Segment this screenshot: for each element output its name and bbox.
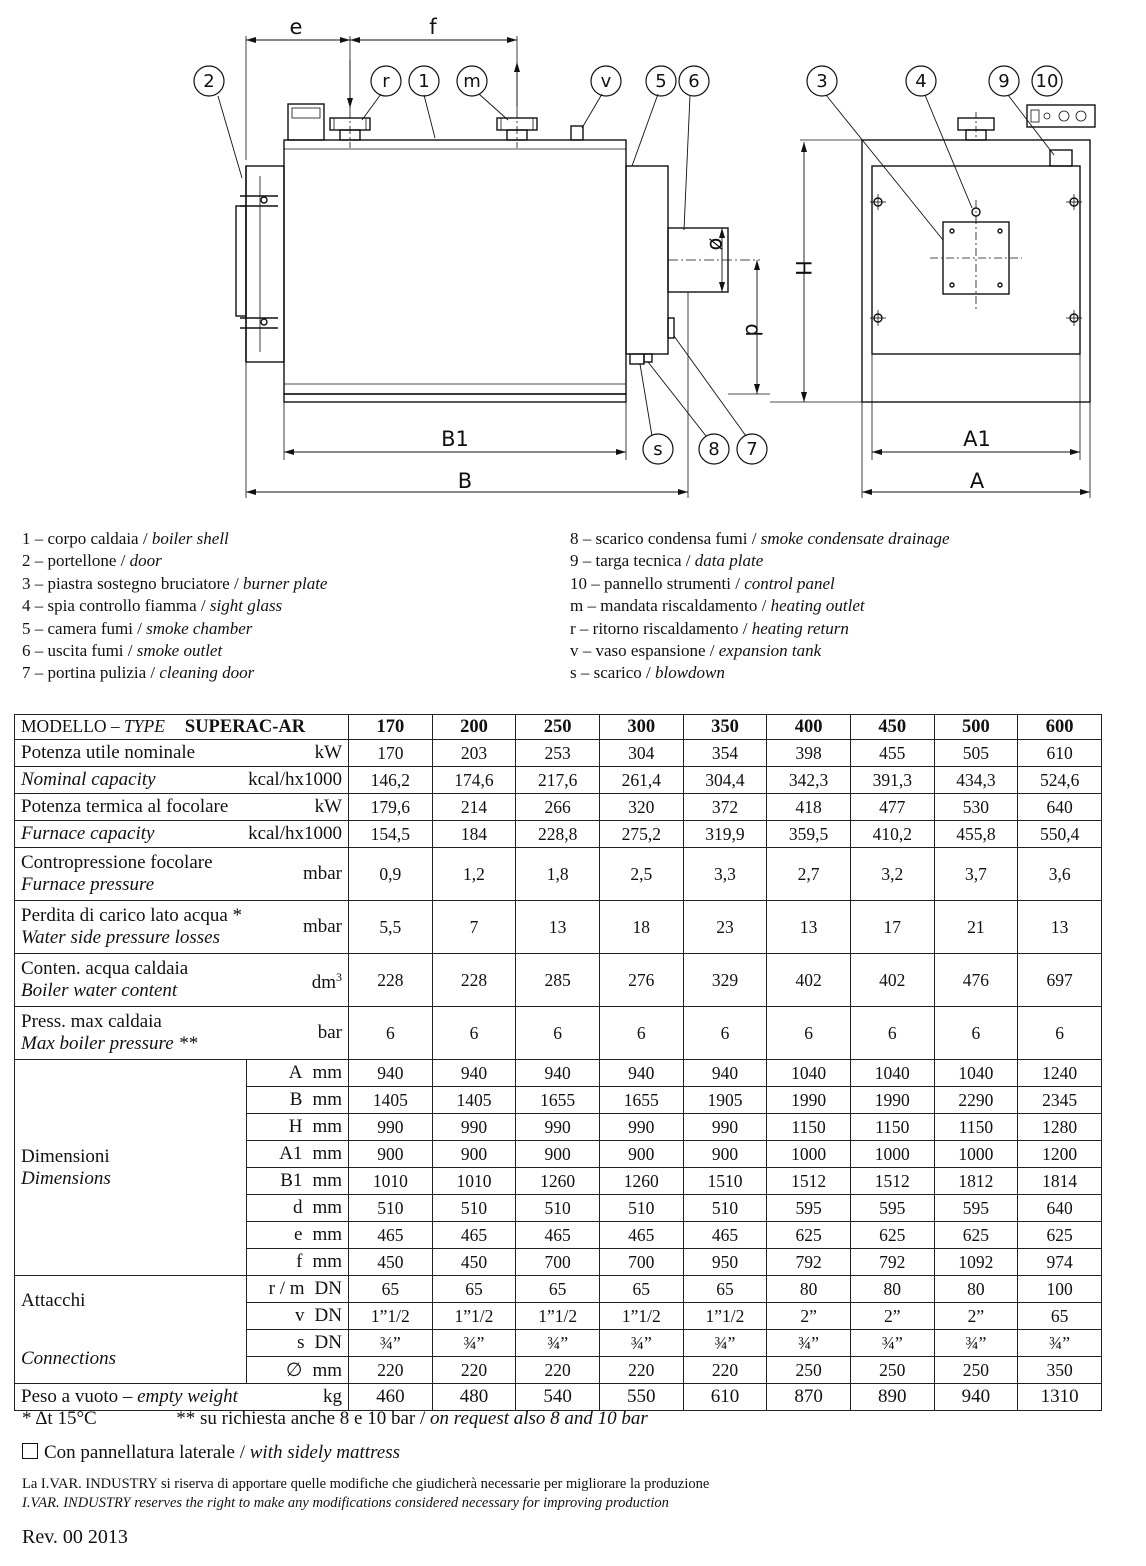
dimensions-group-label: Dimensioni Dimensions (15, 1060, 247, 1276)
value-cell: 2290 (934, 1087, 1018, 1114)
value-cell: 510 (599, 1195, 683, 1222)
value-cell: 65 (1018, 1303, 1102, 1330)
value-cell: 990 (432, 1114, 516, 1141)
max-pressure-row (15, 1007, 1102, 1060)
value-cell: 65 (349, 1276, 433, 1303)
unit-cell: H mm (247, 1114, 349, 1141)
value-cell: 2,7 (767, 848, 851, 901)
smoke-chamber-outline (626, 166, 668, 354)
value-cell: 220 (599, 1357, 683, 1384)
disclaimer-en: I.VAR. INDUSTRY reserves the right to make any modifications considered necessary for improving production (22, 1495, 669, 1511)
value-cell: 990 (683, 1114, 767, 1141)
footnote-pressure (22, 1408, 648, 1430)
value-cell: 1655 (516, 1087, 600, 1114)
value-cell: ¾” (850, 1330, 934, 1357)
value-cell: 2,5 (599, 848, 683, 901)
dim-e-label: e (289, 15, 303, 39)
value-cell: 17 (850, 901, 934, 954)
value-cell: 410,2 (850, 821, 934, 848)
value-cell: 900 (516, 1141, 600, 1168)
value-cell: 398 (767, 740, 851, 767)
value-cell: 450 (432, 1249, 516, 1276)
callout-4: 4 (915, 71, 927, 92)
param-label: Furnace capacity kcal/hx1000 (15, 821, 349, 848)
side-view (218, 36, 866, 498)
value-cell: 1010 (349, 1168, 433, 1195)
param-label: Perdita di carico lato acqua * Water side pressure losses mbar (15, 901, 349, 954)
value-cell: 65 (516, 1276, 600, 1303)
request-note-it: ** su richiesta anche 8 e 10 bar / (176, 1408, 431, 1429)
value-cell: 700 (516, 1249, 600, 1276)
legend-item: 10 – pannello strumenti / control panel (570, 573, 835, 593)
model-header-cell: MODELLO – TYPE SUPERAC-AR (15, 715, 349, 740)
value-cell: 455,8 (934, 821, 1018, 848)
value-cell: 13 (767, 901, 851, 954)
value-cell: ¾” (934, 1330, 1018, 1357)
value-cell: 900 (432, 1141, 516, 1168)
value-cell: 354 (683, 740, 767, 767)
value-cell: 6 (432, 1007, 516, 1060)
unit-cell: A1 mm (247, 1141, 349, 1168)
callout-v: v (600, 71, 612, 92)
callout-3: 3 (816, 71, 828, 92)
value-cell: 6 (683, 1007, 767, 1060)
value-cell: 2” (850, 1303, 934, 1330)
value-cell: 530 (934, 794, 1018, 821)
value-cell: 6 (516, 1007, 600, 1060)
dim-d-label: d (741, 323, 765, 337)
value-cell: 974 (1018, 1249, 1102, 1276)
value-cell: 900 (349, 1141, 433, 1168)
value-cell: 304,4 (683, 767, 767, 794)
unit-cell: f mm (247, 1249, 349, 1276)
value-cell: 174,6 (432, 767, 516, 794)
unit-cell: ∅ mm (247, 1357, 349, 1384)
value-cell: 250 (767, 1357, 851, 1384)
callout-s: s (653, 439, 663, 460)
water-content-row (15, 954, 1102, 1007)
value-cell: 870 (767, 1384, 851, 1411)
value-cell: 253 (516, 740, 600, 767)
value-cell: 65 (432, 1276, 516, 1303)
value-cell: 625 (767, 1222, 851, 1249)
legend-item: 6 – uscita fumi / smoke outlet (22, 641, 223, 661)
legend-item: 4 – spia controllo fiamma / sight glass (22, 596, 283, 616)
callout-1: 1 (418, 71, 430, 92)
value-cell: 3,6 (1018, 848, 1102, 901)
data-plate-outline (1050, 150, 1072, 166)
dim-b-label: B (457, 469, 473, 493)
value-cell: 1990 (767, 1087, 851, 1114)
unit-cell: d mm (247, 1195, 349, 1222)
value-cell: 610 (683, 1384, 767, 1411)
value-cell: 460 (349, 1384, 433, 1411)
value-cell: 465 (432, 1222, 516, 1249)
value-cell: 1040 (767, 1060, 851, 1087)
value-cell: 359,5 (767, 821, 851, 848)
value-cell: ¾” (767, 1330, 851, 1357)
value-cell: 100 (1018, 1276, 1102, 1303)
value-cell: 950 (683, 1249, 767, 1276)
spec-table (14, 714, 1102, 1411)
value-cell: 990 (516, 1114, 600, 1141)
value-cell: 510 (516, 1195, 600, 1222)
legend-item: 5 – camera fumi / smoke chamber (22, 618, 253, 638)
callout-m: m (463, 71, 481, 92)
value-cell: 940 (349, 1060, 433, 1087)
value-cell: 3,3 (683, 848, 767, 901)
value-cell: 146,2 (349, 767, 433, 794)
value-cell: 6 (349, 1007, 433, 1060)
value-cell: 1,2 (432, 848, 516, 901)
value-cell: 320 (599, 794, 683, 821)
value-cell: 276 (599, 954, 683, 1007)
value-cell: 23 (683, 901, 767, 954)
value-cell: 480 (432, 1384, 516, 1411)
value-cell: 21 (934, 901, 1018, 954)
model-number-cell: 500 (934, 715, 1018, 740)
value-cell: 595 (934, 1195, 1018, 1222)
callout-6: 6 (688, 71, 700, 92)
value-cell: 214 (432, 794, 516, 821)
value-cell: 6 (599, 1007, 683, 1060)
value-cell: 80 (934, 1276, 1018, 1303)
value-cell: 1200 (1018, 1141, 1102, 1168)
value-cell: 1655 (599, 1087, 683, 1114)
front-view (826, 95, 1095, 498)
param-label: Potenza utile nominale kW (15, 740, 349, 767)
water-side-loss-row (15, 901, 1102, 954)
value-cell: 505 (934, 740, 1018, 767)
disclaimer-it: La I.VAR. INDUSTRY si riserva di apportare quelle modifiche che giudicherà necessarie per migliorare la produzione (22, 1476, 710, 1492)
value-cell: ¾” (1018, 1330, 1102, 1357)
model-number-cell: 350 (683, 715, 767, 740)
value-cell: 1150 (934, 1114, 1018, 1141)
value-cell: 220 (683, 1357, 767, 1384)
callout-2: 2 (203, 71, 215, 92)
dim-a1-label: A1 (963, 427, 991, 451)
callout-8: 8 (708, 439, 720, 460)
value-cell: 1310 (1018, 1384, 1102, 1411)
value-cell: 6 (1018, 1007, 1102, 1060)
value-cell: 80 (850, 1276, 934, 1303)
value-cell: 465 (599, 1222, 683, 1249)
model-number-cell: 300 (599, 715, 683, 740)
value-cell: 6 (767, 1007, 851, 1060)
unit-cell: s DN (247, 1330, 349, 1357)
param-label: Potenza termica al focolare kW (15, 794, 349, 821)
model-number-cell: 400 (767, 715, 851, 740)
value-cell: 391,3 (850, 767, 934, 794)
header-row (15, 715, 1102, 740)
empty-weight-row (15, 1384, 1102, 1411)
value-cell: 1040 (934, 1060, 1018, 1087)
value-cell: 465 (516, 1222, 600, 1249)
value-cell: 203 (432, 740, 516, 767)
value-cell: 220 (432, 1357, 516, 1384)
value-cell: 700 (599, 1249, 683, 1276)
value-cell: 217,6 (516, 767, 600, 794)
value-cell: 940 (683, 1060, 767, 1087)
value-cell: 1260 (516, 1168, 600, 1195)
value-cell: 1”1/2 (349, 1303, 433, 1330)
callout-r: r (382, 71, 390, 92)
value-cell: 266 (516, 794, 600, 821)
value-cell: 13 (1018, 901, 1102, 954)
value-cell: 510 (683, 1195, 767, 1222)
value-cell: 940 (599, 1060, 683, 1087)
value-cell: 476 (934, 954, 1018, 1007)
value-cell: 990 (349, 1114, 433, 1141)
value-cell: ¾” (683, 1330, 767, 1357)
value-cell: 329 (683, 954, 767, 1007)
unit-cell: A mm (247, 1060, 349, 1087)
value-cell: 2” (934, 1303, 1018, 1330)
dim-h-label: H (791, 260, 815, 276)
value-cell: ¾” (599, 1330, 683, 1357)
delta-t-note: * Δt 15°C (22, 1408, 97, 1429)
value-cell: 319,9 (683, 821, 767, 848)
legend-item: 7 – portina pulizia / cleaning door (22, 663, 255, 683)
value-cell: 595 (767, 1195, 851, 1222)
furnace-pressure-row (15, 848, 1102, 901)
param-label: Peso a vuoto – empty weight kg (15, 1384, 349, 1411)
value-cell: 455 (850, 740, 934, 767)
value-cell: ¾” (349, 1330, 433, 1357)
value-cell: 900 (683, 1141, 767, 1168)
value-cell: 228 (349, 954, 433, 1007)
value-cell: 595 (850, 1195, 934, 1222)
value-cell: 697 (1018, 954, 1102, 1007)
value-cell: 1000 (850, 1141, 934, 1168)
model-number-cell: 170 (349, 715, 433, 740)
connections-row (15, 1276, 1102, 1303)
unit-cell: B1 mm (247, 1168, 349, 1195)
param-label: Nominal capacity kcal/hx1000 (15, 767, 349, 794)
unit-cell: B mm (247, 1087, 349, 1114)
value-cell: 350 (1018, 1357, 1102, 1384)
dimensions-row (15, 1060, 1102, 1087)
value-cell: 5,5 (349, 901, 433, 954)
value-cell: 228 (432, 954, 516, 1007)
value-cell: 250 (934, 1357, 1018, 1384)
value-cell: 1405 (349, 1087, 433, 1114)
callout-7: 7 (746, 439, 758, 460)
value-cell: 940 (934, 1384, 1018, 1411)
value-cell: 625 (850, 1222, 934, 1249)
value-cell: 1512 (767, 1168, 851, 1195)
value-cell: 1812 (934, 1168, 1018, 1195)
legend-item: s – scarico / blowdown (570, 663, 725, 683)
furnace-capacity-row-kcal (15, 821, 1102, 848)
value-cell: 1092 (934, 1249, 1018, 1276)
boiler-shell-outline (284, 140, 626, 394)
value-cell: 900 (599, 1141, 683, 1168)
value-cell: 1990 (850, 1087, 934, 1114)
value-cell: 434,3 (934, 767, 1018, 794)
callout-10: 10 (1035, 71, 1059, 92)
value-cell: 2” (767, 1303, 851, 1330)
value-cell: 6 (934, 1007, 1018, 1060)
model-number-cell: 450 (850, 715, 934, 740)
value-cell: 170 (349, 740, 433, 767)
value-cell: 524,6 (1018, 767, 1102, 794)
nominal-capacity-row-kw (15, 740, 1102, 767)
value-cell: 402 (767, 954, 851, 1007)
value-cell: 285 (516, 954, 600, 1007)
model-number-cell: 200 (432, 715, 516, 740)
value-cell: 6 (850, 1007, 934, 1060)
value-cell: 640 (1018, 794, 1102, 821)
value-cell: 625 (1018, 1222, 1102, 1249)
legend-left (22, 528, 327, 685)
param-label: Contropressione focolare Furnace pressure mbar (15, 848, 349, 901)
value-cell: 1814 (1018, 1168, 1102, 1195)
value-cell: 0,9 (349, 848, 433, 901)
value-cell: 80 (767, 1276, 851, 1303)
value-cell: 179,6 (349, 794, 433, 821)
unit-cell: v DN (247, 1303, 349, 1330)
value-cell: 1280 (1018, 1114, 1102, 1141)
value-cell: 550 (599, 1384, 683, 1411)
control-panel-outline (1027, 105, 1095, 127)
value-cell: 304 (599, 740, 683, 767)
value-cell: 890 (850, 1384, 934, 1411)
legend-item: 1 – corpo caldaia / boiler shell (22, 529, 229, 548)
value-cell: 450 (349, 1249, 433, 1276)
value-cell: 1”1/2 (599, 1303, 683, 1330)
unit-cell: r / m DN (247, 1276, 349, 1303)
value-cell: 1150 (850, 1114, 934, 1141)
value-cell: ¾” (516, 1330, 600, 1357)
nominal-capacity-row-kcal (15, 767, 1102, 794)
value-cell: 1260 (599, 1168, 683, 1195)
legend-item: r – ritorno riscaldamento / heating return (570, 618, 849, 638)
value-cell: 940 (516, 1060, 600, 1087)
value-cell: 1”1/2 (683, 1303, 767, 1330)
value-cell: 2345 (1018, 1087, 1102, 1114)
value-cell: 550,4 (1018, 821, 1102, 848)
value-cell: 1010 (432, 1168, 516, 1195)
unit-cell: e mm (247, 1222, 349, 1249)
value-cell: 7 (432, 901, 516, 954)
dim-b1-label: B1 (441, 427, 469, 451)
value-cell: 154,5 (349, 821, 433, 848)
legend-item: m – mandata riscaldamento / heating outlet (570, 596, 865, 616)
dim-a-label: A (969, 469, 985, 493)
value-cell: 465 (349, 1222, 433, 1249)
value-cell: 477 (850, 794, 934, 821)
value-cell: 275,2 (599, 821, 683, 848)
dim-f-label: f (429, 15, 437, 39)
legend-right (570, 528, 950, 685)
value-cell: 792 (850, 1249, 934, 1276)
value-cell: 220 (516, 1357, 600, 1384)
dim-diameter-label: ø (705, 237, 729, 251)
value-cell: 1,8 (516, 848, 600, 901)
param-label: Press. max caldaia Max boiler pressure ** bar (15, 1007, 349, 1060)
value-cell: 990 (599, 1114, 683, 1141)
value-cell: 3,2 (850, 848, 934, 901)
value-cell: 65 (599, 1276, 683, 1303)
value-cell: 402 (850, 954, 934, 1007)
value-cell: 372 (683, 794, 767, 821)
value-cell: 610 (1018, 740, 1102, 767)
value-cell: 1150 (767, 1114, 851, 1141)
value-cell: 540 (516, 1384, 600, 1411)
value-cell: 1905 (683, 1087, 767, 1114)
value-cell: 65 (683, 1276, 767, 1303)
value-cell: 1000 (934, 1141, 1018, 1168)
mattress-option: Con pannellatura laterale / with sidely mattress (22, 1442, 400, 1464)
model-number-cell: 250 (516, 715, 600, 740)
value-cell: 640 (1018, 1195, 1102, 1222)
value-cell: 18 (599, 901, 683, 954)
legend-item: 9 – targa tecnica / data plate (570, 551, 764, 571)
checkbox-icon (22, 1443, 38, 1459)
connections-group-label: Attacchi Connections (15, 1276, 247, 1384)
value-cell: 1”1/2 (432, 1303, 516, 1330)
furnace-capacity-row-kw (15, 794, 1102, 821)
value-cell: 418 (767, 794, 851, 821)
value-cell: 261,4 (599, 767, 683, 794)
value-cell: ¾” (432, 1330, 516, 1357)
value-cell: 1510 (683, 1168, 767, 1195)
legend-item: v – vaso espansione / expansion tank (570, 641, 822, 661)
legend-item: 3 – piastra sostegno bruciatore / burner plate (22, 573, 328, 593)
value-cell: 625 (934, 1222, 1018, 1249)
callout-9: 9 (998, 71, 1010, 92)
revision-label: Rev. 00 2013 (22, 1526, 128, 1548)
value-cell: 1”1/2 (516, 1303, 600, 1330)
value-cell: 342,3 (767, 767, 851, 794)
value-cell: 1405 (432, 1087, 516, 1114)
legend-item: 2 – portellone / door (22, 551, 162, 571)
value-cell: 13 (516, 901, 600, 954)
value-cell: 792 (767, 1249, 851, 1276)
value-cell: 184 (432, 821, 516, 848)
param-label: Conten. acqua caldaia Boiler water content $dm^3$ (15, 954, 349, 1007)
boiler-technical-drawing (0, 0, 1146, 520)
value-cell: 465 (683, 1222, 767, 1249)
request-note-en: on request also 8 and 10 bar (430, 1408, 648, 1429)
value-cell: 940 (432, 1060, 516, 1087)
value-cell: 1240 (1018, 1060, 1102, 1087)
value-cell: 1000 (767, 1141, 851, 1168)
model-number-cell: 600 (1018, 715, 1102, 740)
value-cell: 1512 (850, 1168, 934, 1195)
value-cell: 510 (349, 1195, 433, 1222)
value-cell: 220 (349, 1357, 433, 1384)
value-cell: 1040 (850, 1060, 934, 1087)
callout-5: 5 (655, 71, 667, 92)
value-cell: 510 (432, 1195, 516, 1222)
legend-item: 8 – scarico condensa fumi / smoke condensate drainage (570, 529, 950, 548)
value-cell: 3,7 (934, 848, 1018, 901)
value-cell: 228,8 (516, 821, 600, 848)
value-cell: 250 (850, 1357, 934, 1384)
